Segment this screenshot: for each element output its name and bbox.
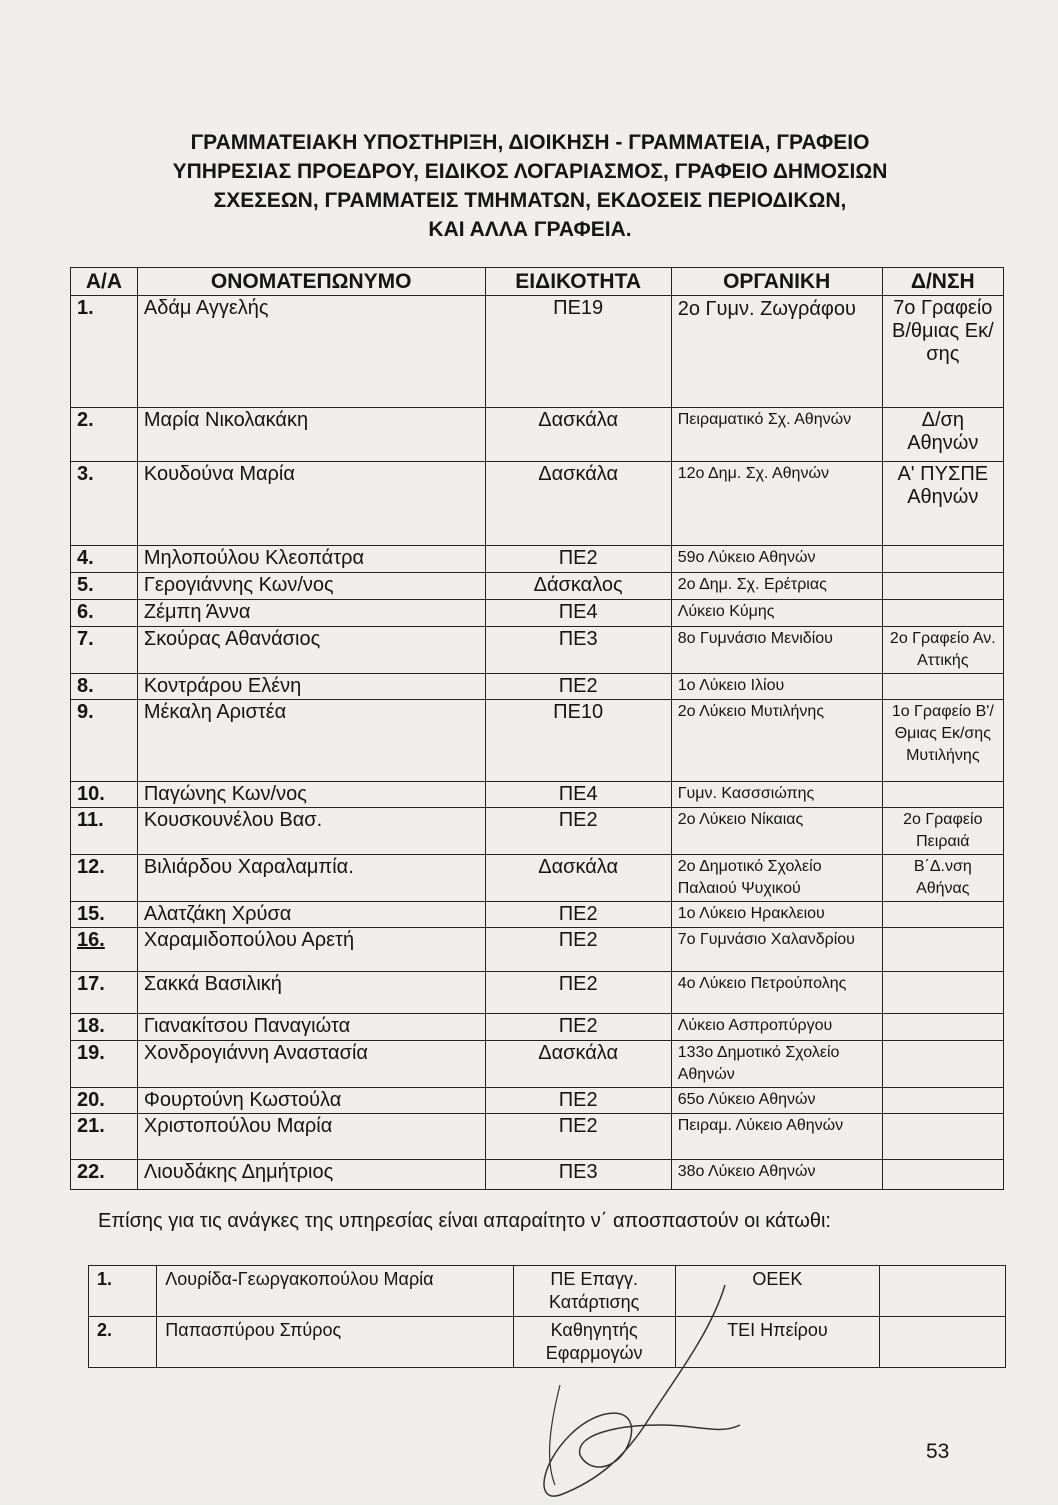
row-specialty: Δασκάλα (485, 408, 671, 462)
row-name: Παγώνης Κων/νος (137, 782, 485, 808)
header-directorate: Δ/ΝΣΗ (882, 268, 1003, 296)
row-specialty: Δασκάλα (485, 855, 671, 902)
row-directorate (882, 546, 1003, 573)
row-number: 17. (71, 972, 138, 1014)
row-directorate (882, 902, 1003, 928)
table-row (71, 972, 1004, 1014)
row-number: 1. (89, 1266, 157, 1317)
table-row (71, 573, 1004, 600)
row-name: Χαραμιδοπούλου Αρετή (137, 928, 485, 972)
table-row (71, 600, 1004, 627)
row-number: 12. (71, 855, 138, 902)
table-row (71, 296, 1004, 408)
row-specialty: ΠΕ2 (485, 546, 671, 573)
row-name: Γιανακίτσου Παναγιώτα (137, 1014, 485, 1041)
row-directorate (882, 1160, 1003, 1190)
title-line: ΥΠΗΡΕΣΙΑΣ ΠΡΟΕΔΡΟΥ, ΕΙΔΙΚΟΣ ΛΟΓΑΡΙΑΣΜΟΣ, ΓΡΑΦΕΙΟ ΔΗΜΟΣΙΩΝ (172, 160, 888, 183)
row-specialty: Δασκάλα (485, 1041, 671, 1088)
row-name: Μηλοπούλου Κλεοπάτρα (137, 546, 485, 573)
table-row (71, 808, 1004, 855)
row-directorate (882, 972, 1003, 1014)
row-number: 20. (71, 1088, 138, 1114)
row-organic: 2ο Λύκειο Μυτιλήνης (671, 700, 882, 782)
row-name: Παπασπύρου Σπύρος (157, 1317, 513, 1368)
row-specialty: ΠΕ2 (485, 972, 671, 1014)
table-row (71, 855, 1004, 902)
row-directorate: Δ/ση Αθηνών (882, 408, 1003, 462)
row-name: Χριστοπούλου Μαρία (137, 1114, 485, 1160)
row-specialty: ΠΕ2 (485, 928, 671, 972)
page-number: 53 (926, 1440, 950, 1463)
staff-table (70, 267, 1004, 1190)
title-line: ΓΡΑΜΜΑΤΕΙΑΚΗ ΥΠΟΣΤΗΡΙΞΗ, ΔΙΟΙΚΗΣΗ - ΓΡΑΜΜΑΤΕΙΑ, ΓΡΑΦΕΙΟ (190, 131, 870, 154)
row-number: 8. (71, 674, 138, 700)
row-number: 16. (71, 928, 138, 972)
row-number: 6. (71, 600, 138, 627)
row-specialty: ΠΕ Επαγγ. Κατάρτισης (513, 1266, 675, 1317)
row-organic: 59ο Λύκειο Αθηνών (671, 546, 882, 573)
row-organic: 2ο Δημ. Σχ. Ερέτριας (671, 573, 882, 600)
row-number: 1. (71, 296, 138, 408)
row-number: 19. (71, 1041, 138, 1088)
row-specialty: ΠΕ2 (485, 674, 671, 700)
table-row (71, 782, 1004, 808)
row-name: Μέκαλη Αριστέα (137, 700, 485, 782)
row-organic: Λύκειο Κύμης (671, 600, 882, 627)
row-specialty: ΠΕ2 (485, 902, 671, 928)
row-organic: 8ο Γυμνάσιο Μενιδίου (671, 627, 882, 674)
table-row (71, 1041, 1004, 1088)
row-empty (880, 1266, 1006, 1317)
signature (520, 1275, 820, 1505)
row-directorate (882, 1014, 1003, 1041)
row-name: Σκούρας Αθανάσιος (137, 627, 485, 674)
row-specialty: Καθηγητής Εφαρμογών (513, 1317, 675, 1368)
row-name: Αλατζάκη Χρύσα (137, 902, 485, 928)
row-name: Κουσκουνέλου Βασ. (137, 808, 485, 855)
table-row (71, 1114, 1004, 1160)
row-directorate (882, 1041, 1003, 1088)
row-name: Σακκά Βασιλική (137, 972, 485, 1014)
row-name: Φουρτούνη Κωστούλα (137, 1088, 485, 1114)
row-organic: Λύκειο Ασπροπύργου (671, 1014, 882, 1041)
row-directorate (882, 782, 1003, 808)
row-name: Βιλιάρδου Χαραλαμπία. (137, 855, 485, 902)
row-name: Χονδρογιάννη Αναστασία (137, 1041, 485, 1088)
row-specialty: ΠΕ2 (485, 1088, 671, 1114)
row-number: 11. (71, 808, 138, 855)
table-row (71, 674, 1004, 700)
row-empty (880, 1317, 1006, 1368)
row-name: Κουδούνα Μαρία (137, 462, 485, 546)
row-directorate: 1ο Γραφείο Β'/Θμιας Εκ/σης Μυτιλήνης (882, 700, 1003, 782)
row-directorate (882, 928, 1003, 972)
title-line: ΚΑΙ ΑΛΛΑ ΓΡΑΦΕΙΑ. (428, 218, 632, 241)
row-specialty: ΠΕ2 (485, 808, 671, 855)
table-row (71, 627, 1004, 674)
row-organic: ΟΕΕΚ (675, 1266, 880, 1317)
row-number: 2. (89, 1317, 157, 1368)
row-directorate (882, 674, 1003, 700)
row-specialty: ΠΕ2 (485, 1114, 671, 1160)
table-header-row (71, 268, 1004, 296)
row-name: Αδάμ Αγγελής (137, 296, 485, 408)
row-organic: 4ο Λύκειο Πετρούπολης (671, 972, 882, 1014)
row-name: Μαρία Νικολακάκη (137, 408, 485, 462)
row-number: 21. (71, 1114, 138, 1160)
row-name: Γερογιάννης Κων/νος (137, 573, 485, 600)
row-organic: 1ο Λύκειο Ιλίου (671, 674, 882, 700)
table-row (71, 462, 1004, 546)
row-organic: 1ο Λύκειο Ηρακλειου (671, 902, 882, 928)
table-row (71, 546, 1004, 573)
row-directorate (882, 600, 1003, 627)
row-specialty: Δάσκαλος (485, 573, 671, 600)
row-organic: Πειραμ. Λύκειο Αθηνών (671, 1114, 882, 1160)
row-specialty: ΠΕ4 (485, 782, 671, 808)
row-specialty: ΠΕ2 (485, 1014, 671, 1041)
row-organic: Γυμν. Κασσσιώπης (671, 782, 882, 808)
table-row (71, 700, 1004, 782)
page-title (100, 128, 960, 244)
row-directorate: Α' ΠΥΣΠΕ Αθηνών (882, 462, 1003, 546)
row-name: Λουρίδα-Γεωργακοπούλου Μαρία (157, 1266, 513, 1317)
row-number: 15. (71, 902, 138, 928)
table-row (71, 1014, 1004, 1041)
row-specialty: ΠΕ4 (485, 600, 671, 627)
row-organic: 2ο Γυμν. Ζωγράφου (671, 296, 882, 408)
row-organic: 12ο Δημ. Σχ. Αθηνών (671, 462, 882, 546)
header-name: ΟΝΟΜΑΤΕΠΩΝΥΜΟ (137, 268, 485, 296)
row-organic: 65ο Λύκειο Αθηνών (671, 1088, 882, 1114)
row-organic: 2ο Λύκειο Νίκαιας (671, 808, 882, 855)
row-organic: 133ο Δημοτικό Σχολείο Αθηνών (671, 1041, 882, 1088)
row-directorate: 7ο Γραφείο Β/θμιας Εκ/σης (882, 296, 1003, 408)
table-row (71, 1160, 1004, 1190)
row-number: 5. (71, 573, 138, 600)
row-specialty: ΠΕ3 (485, 1160, 671, 1190)
row-specialty: ΠΕ19 (485, 296, 671, 408)
row-number: 7. (71, 627, 138, 674)
table-row (71, 902, 1004, 928)
row-specialty: ΠΕ3 (485, 627, 671, 674)
table-row (71, 408, 1004, 462)
title-line: ΣΧΕΣΕΩΝ, ΓΡΑΜΜΑΤΕΙΣ ΤΜΗΜΑΤΩΝ, ΕΚΔΟΣΕΙΣ ΠΕΡΙΟΔΙΚΩΝ, (213, 189, 847, 212)
row-number: 22. (71, 1160, 138, 1190)
row-directorate (882, 1088, 1003, 1114)
row-name: Λιουδάκης Δημήτριος (137, 1160, 485, 1190)
header-organic: ΟΡΓΑΝΙΚΗ (671, 268, 882, 296)
row-organic: Πειραματικό Σχ. Αθηνών (671, 408, 882, 462)
row-organic: 2ο Δημοτικό Σχολείο Παλαιού Ψυχικού (671, 855, 882, 902)
header-aa: Α/Α (71, 268, 138, 296)
row-specialty: Δασκάλα (485, 462, 671, 546)
row-specialty: ΠΕ10 (485, 700, 671, 782)
table-row (71, 928, 1004, 972)
row-number: 4. (71, 546, 138, 573)
row-name: Κοντράρου Ελένη (137, 674, 485, 700)
row-organic: 7ο Γυμνάσιο Χαλανδρίου (671, 928, 882, 972)
row-number: 3. (71, 462, 138, 546)
row-directorate: Β΄Δ.νση Αθήνας (882, 855, 1003, 902)
row-number: 10. (71, 782, 138, 808)
row-organic: ΤΕΙ Ηπείρου (675, 1317, 880, 1368)
table-row (71, 1088, 1004, 1114)
row-directorate (882, 1114, 1003, 1160)
row-number: 2. (71, 408, 138, 462)
row-directorate (882, 573, 1003, 600)
row-name: Ζέμπη Άννα (137, 600, 485, 627)
row-directorate: 2ο Γραφείο Αν. Αττικής (882, 627, 1003, 674)
row-number: 9. (71, 700, 138, 782)
row-organic: 38ο Λύκειο Αθηνών (671, 1160, 882, 1190)
row-directorate: 2ο Γραφείο Πειραιά (882, 808, 1003, 855)
header-specialty: ΕΙΔΙΚΟΤΗΤΑ (485, 268, 671, 296)
row-number: 18. (71, 1014, 138, 1041)
note-text: Επίσης για τις ανάγκες της υπηρεσίας είναι απαραίτητο ν΄ αποσπαστούν οι κάτωθι: (98, 1210, 831, 1232)
